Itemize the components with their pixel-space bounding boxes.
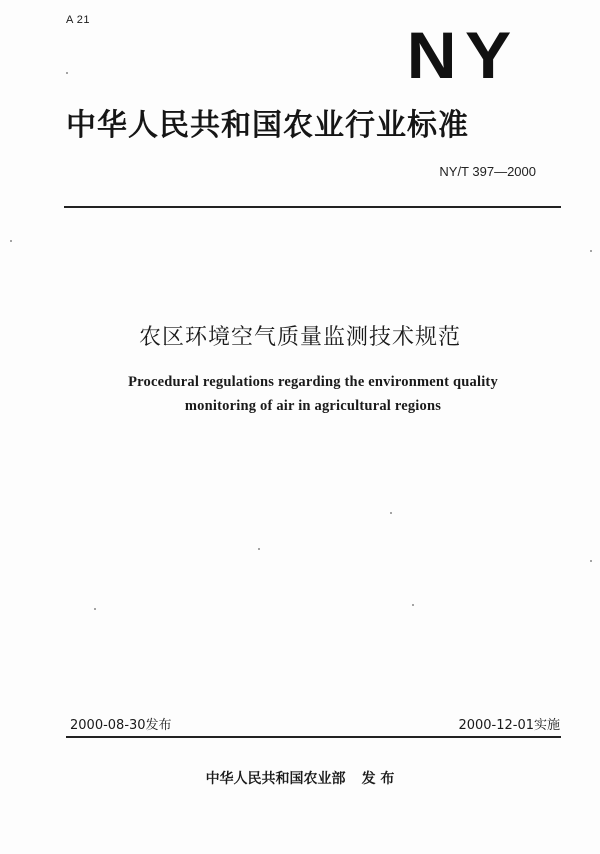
document-title-english-line2: monitoring of air in agricultural regions: [184, 398, 442, 414]
scan-speck: [590, 560, 592, 562]
standard-number: NY/T 397—2000: [439, 164, 536, 179]
publisher-action: 发 布: [361, 771, 395, 787]
ny-logo: NY: [406, 18, 520, 92]
classification-code: A 21: [66, 14, 91, 26]
scan-speck: [412, 604, 414, 606]
bottom-divider: [66, 736, 561, 738]
scan-speck: [10, 240, 12, 242]
scan-speck: [390, 512, 392, 514]
scan-speck: [258, 548, 260, 550]
effective-date: 2000-12-01实施: [458, 718, 560, 733]
top-divider: [64, 206, 561, 208]
publisher-name: 中华人民共和国农业部: [205, 771, 346, 787]
scan-speck: [590, 250, 592, 252]
standard-type-heading: 中华人民共和国农业行业标准: [66, 108, 469, 143]
publisher-line: [0, 768, 600, 788]
document-title-english-line1: Procedural regulations regarding the environment quality: [128, 374, 498, 390]
scan-speck: [94, 608, 96, 610]
scan-speck: [66, 72, 68, 74]
issue-date: 2000-08-30发布: [70, 718, 172, 733]
document-title-chinese: 农区环境空气质量监测技术规范: [138, 325, 461, 350]
